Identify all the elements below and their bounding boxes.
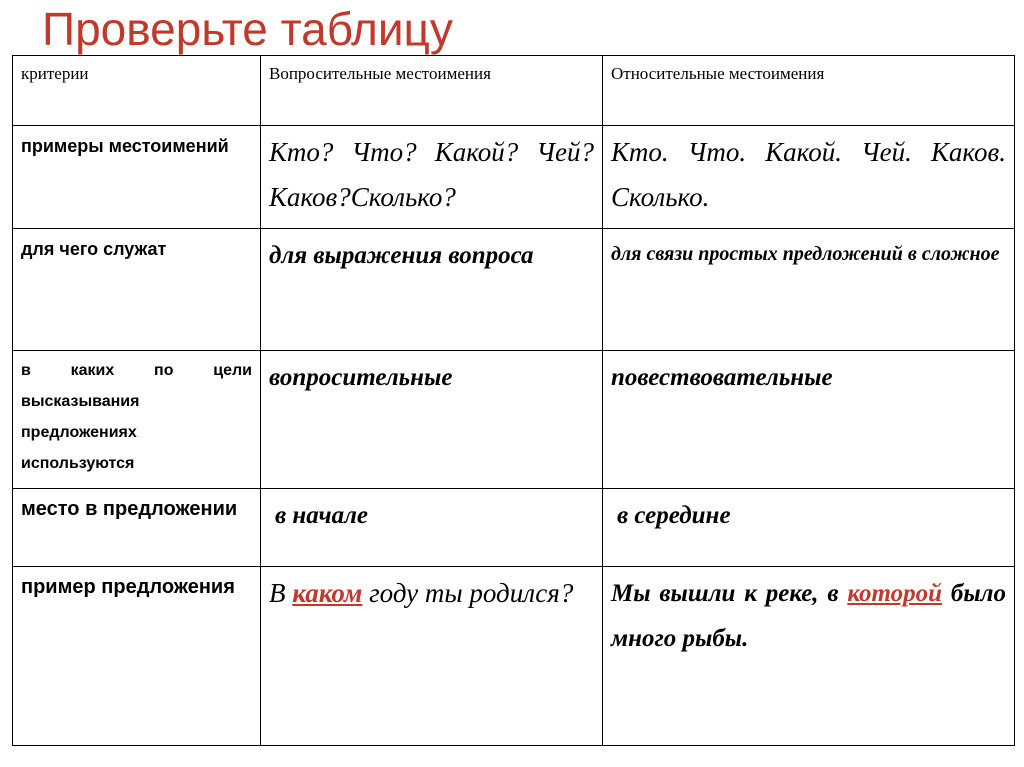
interrogative-cell: вопросительные: [261, 351, 603, 489]
slide-title: Проверьте таблицу: [42, 3, 453, 55]
table-row: [13, 489, 1015, 567]
criterion-cell: пример предложения: [13, 567, 261, 746]
example-text-before: В: [269, 578, 293, 608]
relative-cell: повествовательные: [603, 351, 1015, 489]
table-row: [13, 229, 1015, 351]
relative-cell: для связи простых предложений в сложное: [603, 229, 1015, 351]
header-interrogative: Вопросительные местоимения: [261, 56, 603, 126]
table-row: [13, 351, 1015, 489]
header-relative: Относительные местоимения: [603, 56, 1015, 126]
example-text-before: Мы вышли к реке, в: [611, 580, 848, 607]
comparison-table: [12, 55, 1015, 746]
criterion-cell: примеры местоимений: [13, 126, 261, 229]
interrogative-cell: Кто? Что? Какой? Чей?Каков?Сколько?: [261, 126, 603, 229]
interrogative-cell: в начале: [261, 489, 603, 567]
criterion-cell: место в предложении: [13, 489, 261, 567]
criterion-cell: в каких по цели высказывания предложениях используются: [13, 351, 261, 489]
table-row: [13, 567, 1015, 746]
example-text-after: было много рыбы.: [611, 580, 1007, 652]
interrogative-cell: для выражения вопроса: [261, 229, 603, 351]
highlighted-pronoun: каком: [292, 578, 363, 608]
relative-cell: Кто. Что. Какой. Чей. Каков. Сколько.: [603, 126, 1015, 229]
interrogative-cell: [261, 567, 603, 746]
table-row: [13, 126, 1015, 229]
relative-cell: в середине: [603, 489, 1015, 567]
relative-cell: [603, 567, 1015, 746]
criterion-cell: для чего служат: [13, 229, 261, 351]
example-text-after: году ты родился?: [362, 578, 574, 608]
table-header-row: [13, 56, 1015, 126]
highlighted-pronoun: которой: [847, 580, 943, 607]
header-criteria: критерии: [13, 56, 261, 126]
